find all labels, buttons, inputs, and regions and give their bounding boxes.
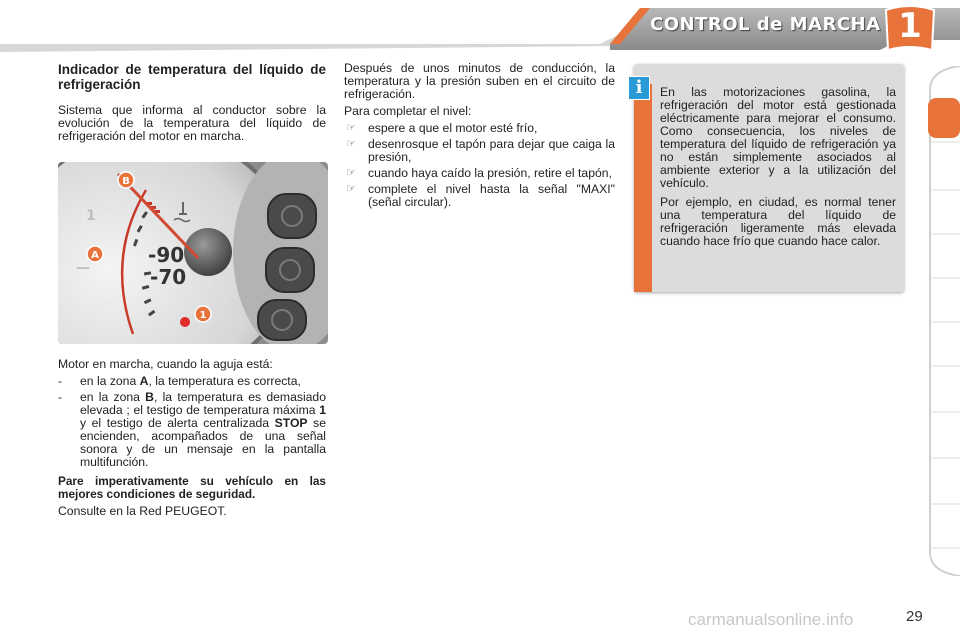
pointing-hand-icon: ☞ (346, 138, 356, 150)
engine-running-text: Motor en marcha, cuando la aguja está: (58, 357, 273, 371)
list-item: ☞ desenrosque el tapón para dejar que caiga la presión, (346, 137, 615, 164)
svg-text:A: A (91, 250, 99, 261)
pointing-hand-icon: ☞ (346, 122, 356, 134)
refill-instructions (344, 62, 615, 212)
svg-text:1: 1 (199, 310, 207, 321)
list-item: - en la zona B, la temperatura es demasiado elevada ; el testigo de temperatura máxima 1 y el testigo de alerta centralizada STOP se encienden, acompañados de una señal sonora y de un mensaje en la pantalla multifunción. (58, 390, 326, 469)
list-item: ☞ cuando haya caído la presión, retire el tapón, (346, 166, 612, 180)
svg-text:1: 1 (86, 208, 96, 224)
pointing-hand-icon: ☞ (346, 183, 356, 195)
chapter-number: 1 (898, 6, 922, 46)
list-item: ☞ complete el nivel hasta la señal "MAXI" (señal circular). (346, 182, 615, 209)
chapter-tabs (926, 66, 960, 576)
zone-explanation (58, 358, 326, 522)
consult-network-text: Consulte en la Red PEUGEOT. (58, 504, 227, 518)
list-item: - en la zona A, la temperatura es correcta, (58, 374, 301, 388)
max-temperature-warning-lamp (180, 317, 190, 327)
zone-label-a (87, 246, 103, 262)
safety-warning: Pare imperativamente su vehículo en las mejores condiciones de seguridad. (58, 474, 326, 501)
zone-list (58, 375, 326, 469)
zone-b-reference: B (145, 390, 154, 404)
zone-label-b (118, 172, 134, 188)
gauge-reading-90: -90 (148, 243, 185, 267)
list-item: ☞ espere a que el motor esté frío, (346, 121, 538, 135)
info-paragraph-2: Por ejemplo, en ciudad, es normal tener una temperatura del líquido de refrigeración ligeramente más elevada cuando hace frío que cuando hace calor. (660, 195, 896, 248)
svg-text:—: — (76, 260, 90, 276)
pressure-paragraph: Después de unos minutos de conducción, la temperatura y la presión suben en el circuito de refrigeración. (344, 61, 615, 101)
intro-paragraph: Sistema que informa al conductor sobre la evolución de la temperatura del líquido de refrigeración del motor en marcha. (58, 103, 326, 143)
zone-a-reference: A (139, 374, 149, 388)
pointing-hand-icon: ☞ (346, 167, 356, 179)
info-paragraph-1: En las motorizaciones gasolina, la refrigeración del motor está gestionada eléctricamente para mejorar el consumo. Como consecuencia, los niveles de temperatura del líquido de refrigeración ya no están simplemente asociados al ambiente exterior y a la utilización del vehículo. (660, 85, 896, 190)
info-box-accent-bar (634, 84, 652, 292)
info-box-text (660, 86, 896, 254)
temperature-gauge-illustration (58, 162, 328, 344)
watermark: carmanualsonline.info (688, 610, 854, 629)
svg-text:B: B (122, 176, 130, 187)
chapter-title: CONTROL de MARCHA (650, 14, 881, 35)
refill-lead: Para completar el nivel: (344, 104, 472, 118)
gauge-reading-70: -70 (150, 265, 187, 289)
info-icon: i (628, 76, 650, 100)
warning-lamp-label-1 (195, 306, 211, 322)
page-number: 29 (906, 608, 923, 625)
section-title: Indicador de temperatura del líquido de refrigeración (58, 62, 326, 92)
section-intro (58, 62, 326, 149)
refill-steps (344, 122, 615, 209)
